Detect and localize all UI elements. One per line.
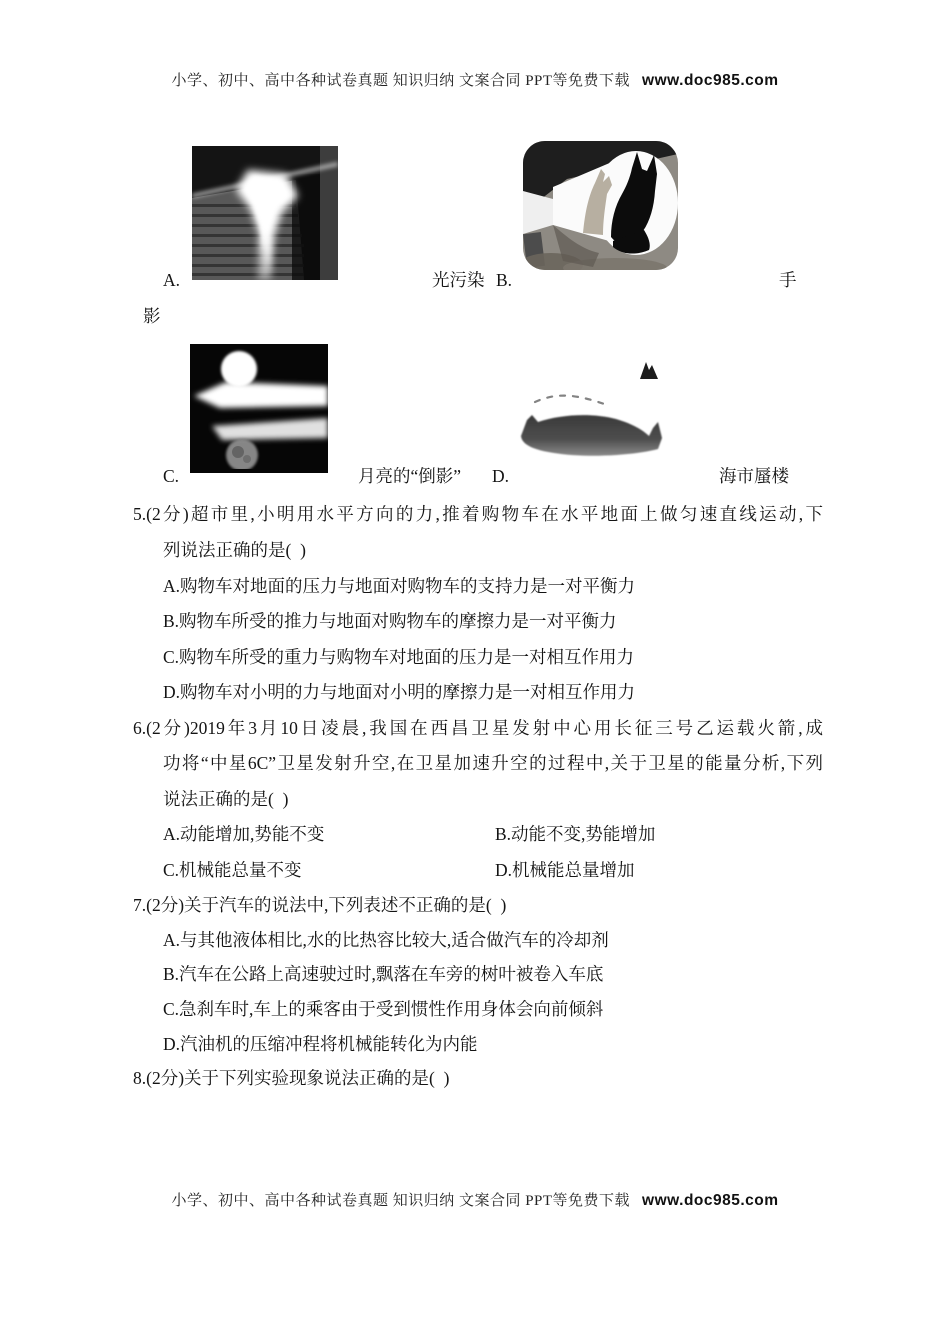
figure-caption-b-wrap: 影 xyxy=(143,306,161,326)
q7-option-a: A.与其他液体相比,水的比热容比较大,适合做汽车的冷却剂 xyxy=(163,930,609,950)
figure-label-c: C. xyxy=(163,466,180,486)
hand-shadow-photo xyxy=(523,141,678,270)
q8-line-1: 8.(2分)关于下列实验现象说法正确的是( ) xyxy=(133,1068,450,1088)
q5-option-a: A.购物车对地面的压力与地面对购物车的支持力是一对平衡力 xyxy=(163,576,636,596)
q7-line-1: 7.(2分)关于汽车的说法中,下列表述不正确的是( ) xyxy=(133,895,507,915)
page-header xyxy=(0,69,950,90)
q6-option-b: B.动能不变,势能增加 xyxy=(495,824,656,844)
q6-line-2: 功将“中星6C”卫星发射升空,在卫星加速升空的过程中,关于卫星的能量分析,下列 xyxy=(163,753,823,773)
q6-option-c: C.机械能总量不变 xyxy=(163,860,302,880)
page-footer xyxy=(0,1189,950,1210)
figure-label-b: B. xyxy=(496,270,513,290)
q5-line-2: 列说法正确的是( ) xyxy=(163,540,306,560)
figure-caption-c: 月亮的“倒影” xyxy=(358,466,462,486)
figure-caption-d: 海市蜃楼 xyxy=(719,466,789,486)
q6-option-d: D.机械能总量增加 xyxy=(495,860,635,880)
moon-reflection-photo xyxy=(190,344,328,473)
q7-option-b: B.汽车在公路上高速驶过时,飘落在车旁的树叶被卷入车底 xyxy=(163,964,604,984)
header-site-url: www.doc985.com xyxy=(642,72,779,89)
figure-caption-a: 光污染 xyxy=(432,270,485,290)
mirage-photo xyxy=(517,362,663,467)
q5-line-1: 5.(2分)超市里,小明用水平方向的力,推着购物车在水平地面上做匀速直线运动,下 xyxy=(133,504,823,524)
q7-option-d: D.汽油机的压缩冲程将机械能转化为内能 xyxy=(163,1034,478,1054)
figure-label-a: A. xyxy=(163,270,181,290)
q6-line-3: 说法正确的是( ) xyxy=(163,789,289,809)
q5-option-d: D.购物车对小明的力与地面对小明的摩擦力是一对相互作用力 xyxy=(163,682,636,702)
figure-label-d: D. xyxy=(492,466,510,486)
light-pollution-photo xyxy=(192,146,338,280)
footer-site-url: www.doc985.com xyxy=(642,1192,779,1209)
header-download-text: 小学、初中、高中各种试卷真题 知识归纳 文案合同 PPT等免费下载 xyxy=(171,73,631,89)
figure-caption-b-tail: 手 xyxy=(779,270,797,290)
q5-option-b: B.购物车所受的推力与地面对购物车的摩擦力是一对平衡力 xyxy=(163,611,617,631)
q7-option-c: C.急刹车时,车上的乘客由于受到惯性作用身体会向前倾斜 xyxy=(163,999,604,1019)
q5-option-c: C.购物车所受的重力与购物车对地面的压力是一对相互作用力 xyxy=(163,647,635,667)
q6-line-1: 6.(2分)2019年3月10日凌晨,我国在西昌卫星发射中心用长征三号乙运载火箭,成 xyxy=(133,718,823,738)
q6-option-a: A.动能增加,势能不变 xyxy=(163,824,325,844)
footer-download-text: 小学、初中、高中各种试卷真题 知识归纳 文案合同 PPT等免费下载 xyxy=(171,1193,631,1209)
